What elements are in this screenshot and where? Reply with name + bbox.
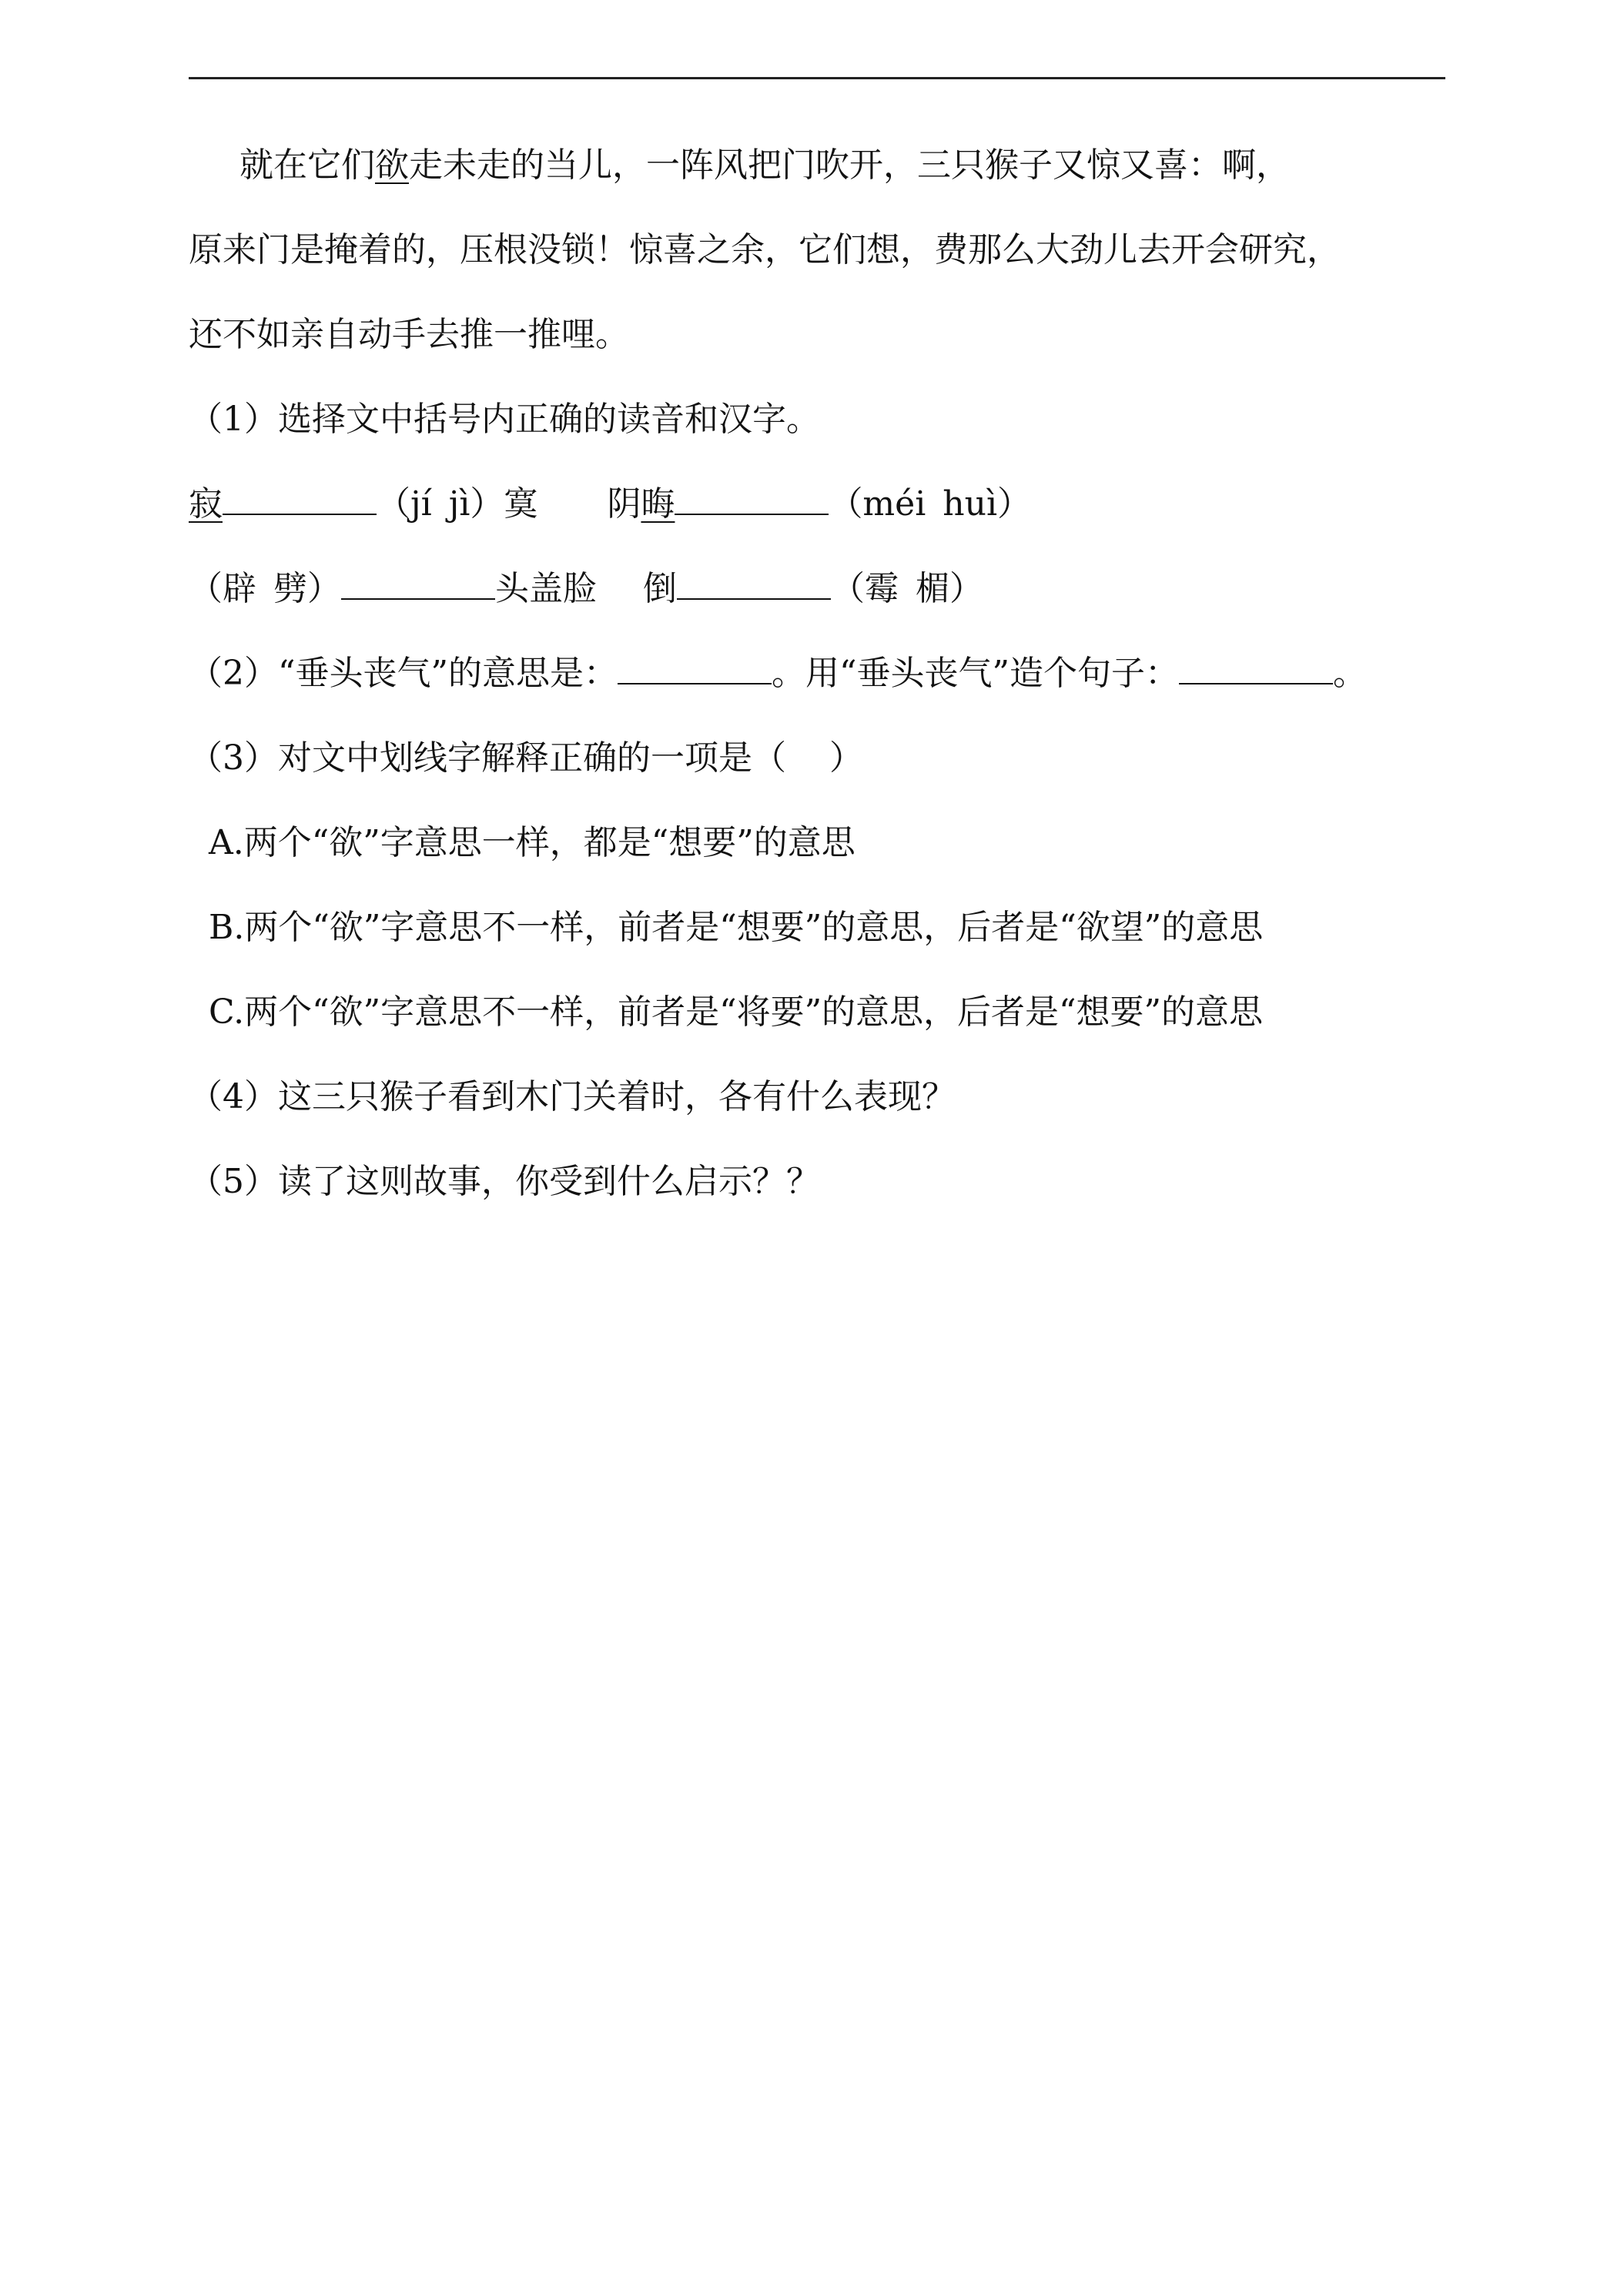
answer-blank-3[interactable] <box>341 571 495 600</box>
passage-line-1 <box>189 123 1452 208</box>
underlined-char-hui: 晦 <box>641 484 675 524</box>
question-text: 。 <box>1332 654 1367 693</box>
question-text: （2）“垂头丧气”的意思是： <box>189 654 618 693</box>
question-5: （5）读了这则故事，你受到什么启示？？ <box>189 1162 820 1201</box>
question-3-prompt <box>189 716 1452 801</box>
answer-blank-6[interactable] <box>1179 655 1333 684</box>
word-text: 阴 <box>607 484 641 524</box>
question-text: （3）对文中划线字解释正确的一项是（ <box>189 738 786 778</box>
char-options: 劈） <box>273 569 341 608</box>
question-4: （4）这三只猴子看到木门关着时，各有什么表现？ <box>189 1077 956 1116</box>
answer-blank-4[interactable] <box>677 571 831 600</box>
char-options: （霉 <box>831 569 899 608</box>
header-rule <box>189 77 1445 79</box>
passage-line-2: 原来门是掩着的，压根没锁！惊喜之余，它们想，费那么大劲儿去开会研究， <box>189 230 1341 269</box>
question-3-option-b: B.两个“欲”字意思不一样，前者是“想要”的意思，后者是“欲望”的意思 <box>209 908 1264 947</box>
passage-text: 走未走的当儿，一阵风把门吹开，三只猴子又惊又喜：啊， <box>409 146 1290 185</box>
question-2 <box>189 631 1452 716</box>
pinyin-options: （jí <box>377 484 432 524</box>
answer-blank-5[interactable] <box>618 655 772 684</box>
pinyin-options: huì） <box>943 484 1032 524</box>
pinyin-options: jì）寞 <box>448 484 538 524</box>
word-text: 倒 <box>643 569 677 608</box>
question-text: ） <box>829 738 863 778</box>
answer-blank-2[interactable] <box>675 486 829 515</box>
document-body <box>189 123 1452 1224</box>
question-3-option-c: C.两个“欲”字意思不一样，前者是“将要”的意思，后者是“想要”的意思 <box>209 992 1264 1032</box>
question-3-option-a: A.两个“欲”字意思一样，都是“想要”的意思 <box>209 823 856 862</box>
char-options: （辟 <box>189 569 256 608</box>
pinyin-options: （méi <box>829 484 926 524</box>
question-1-prompt: （1）选择文中括号内正确的读音和汉字。 <box>189 400 820 439</box>
char-options: 楣） <box>916 569 983 608</box>
underlined-char-ji: 寂 <box>189 484 223 524</box>
passage-line-3: 还不如亲自动手去推一推哩。 <box>189 315 629 354</box>
word-text: 头盖脸 <box>495 569 597 608</box>
passage-text: 就在它们 <box>239 146 375 185</box>
answer-blank-1[interactable] <box>223 486 377 515</box>
question-1-row-1 <box>189 462 1452 547</box>
underlined-char-yu: 欲 <box>375 146 409 185</box>
question-1-row-2 <box>189 547 1452 631</box>
question-text: 。用“垂头丧气”造个句子： <box>771 654 1179 693</box>
